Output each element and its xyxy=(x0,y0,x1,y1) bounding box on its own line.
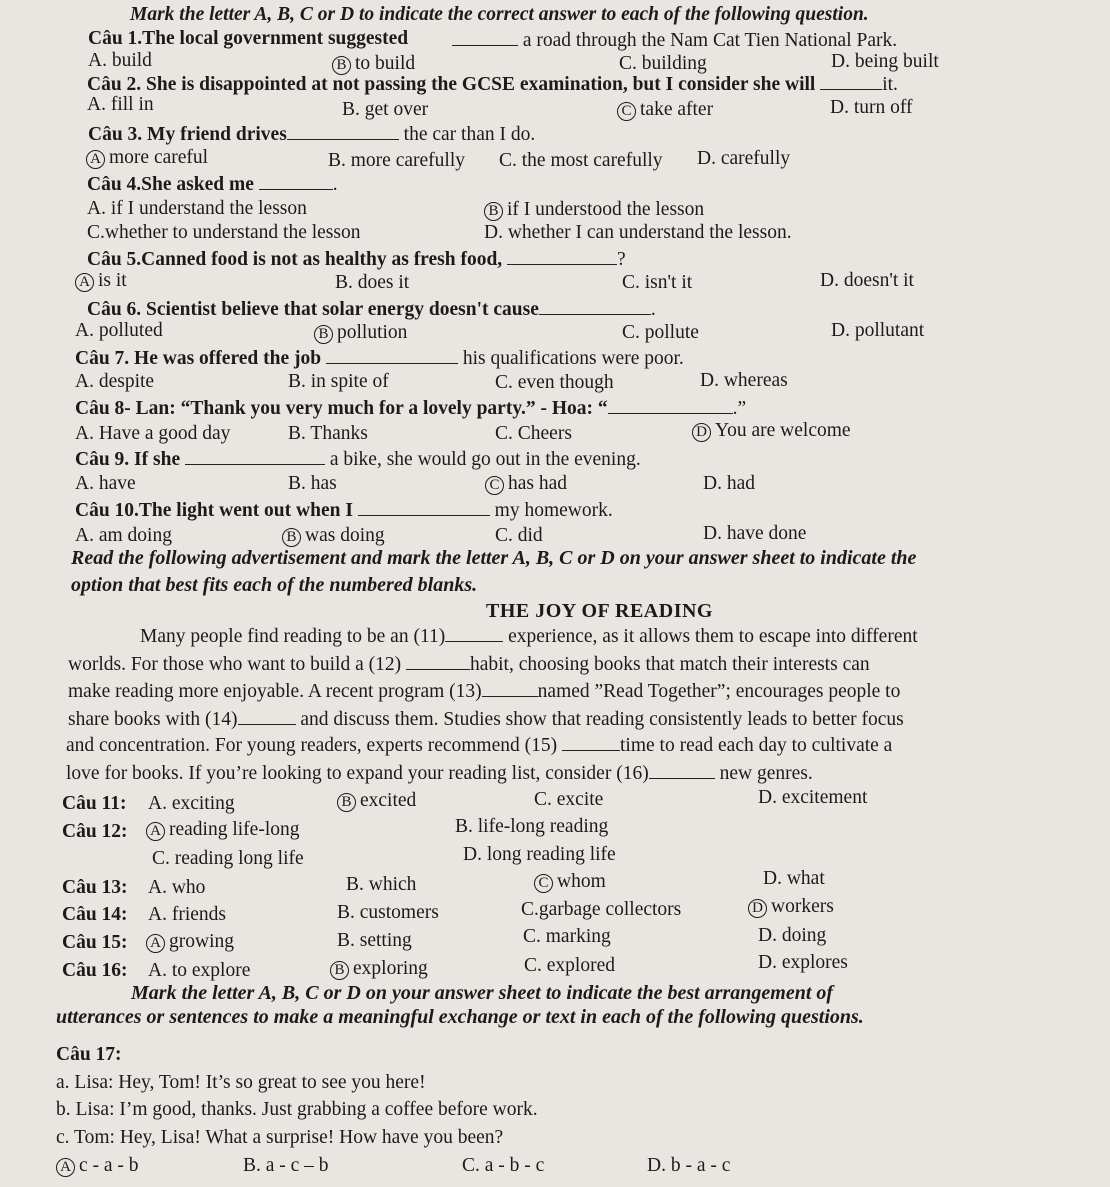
q14-option-b[interactable]: B. customers xyxy=(337,902,439,923)
q2-option-b[interactable]: B. get over xyxy=(342,99,429,120)
q1-option-a[interactable]: A. build xyxy=(88,50,152,71)
q13-option-c[interactable]: C whom xyxy=(534,871,606,893)
q3-option-b[interactable]: B. more carefully xyxy=(328,150,465,171)
q1-option-d[interactable]: D. being built xyxy=(831,51,939,72)
answer-circle: B xyxy=(484,202,503,221)
q15-label: Câu 15: xyxy=(62,932,128,953)
q13-option-b[interactable]: B. which xyxy=(346,874,417,895)
q6-option-c[interactable]: C. pollute xyxy=(622,322,699,343)
answer-circle: B xyxy=(337,793,356,812)
q11-option-c[interactable]: C. excite xyxy=(534,789,604,810)
q15-option-c[interactable]: C. marking xyxy=(523,926,611,947)
q3-option-c[interactable]: C. the most carefully xyxy=(499,150,663,171)
q9-option-d[interactable]: D. had xyxy=(703,473,755,494)
answer-circle: A xyxy=(75,273,94,292)
question-3: Câu 3. My friend drives the car than I do. xyxy=(88,124,536,145)
q16-option-c[interactable]: C. explored xyxy=(524,955,615,976)
answer-circle: C xyxy=(534,874,553,893)
answer-circle: A xyxy=(146,934,165,953)
q2-option-d[interactable]: D. turn off xyxy=(830,97,913,118)
question-10: Câu 10.The light went out when I my homework. xyxy=(75,500,613,521)
q13-option-a[interactable]: A. who xyxy=(148,877,206,898)
q14-label: Câu 14: xyxy=(62,904,128,925)
question-2: Câu 2. She is disappointed at not passing the GCSE examination, but I consider she will it. xyxy=(87,74,898,95)
q4-option-d[interactable]: D. whether I can understand the lesson. xyxy=(484,222,792,243)
q17-label: Câu 17: xyxy=(56,1044,122,1065)
q12-label: Câu 12: xyxy=(62,821,128,842)
q8-option-a[interactable]: A. Have a good day xyxy=(75,423,231,444)
answer-circle: A xyxy=(86,150,105,169)
q17-utterance-c: c. Tom: Hey, Lisa! What a surprise! How have you been? xyxy=(56,1127,504,1148)
passage-title: THE JOY OF READING xyxy=(486,600,713,622)
q16-option-b[interactable]: B exploring xyxy=(330,958,428,980)
q9-option-b[interactable]: B. has xyxy=(288,473,337,494)
question-9: Câu 9. If she a bike, she would go out in the evening. xyxy=(75,449,641,470)
q1-option-c[interactable]: C. building xyxy=(619,53,707,74)
answer-circle: A xyxy=(56,1158,75,1177)
q4-option-a[interactable]: A. if I understand the lesson xyxy=(87,198,307,219)
q7-option-b[interactable]: B. in spite of xyxy=(288,371,389,392)
q13-option-d[interactable]: D. what xyxy=(763,868,825,889)
q2-option-a[interactable]: A. fill in xyxy=(87,94,154,115)
q17-utterance-b: b. Lisa: I’m good, thanks. Just grabbing a coffee before work. xyxy=(56,1099,538,1120)
q15-option-d[interactable]: D. doing xyxy=(758,925,827,946)
instruction-1: Mark the letter A, B, C or D to indicate the correct answer to each of the following question. xyxy=(130,4,869,25)
instruction-2-line-1: Read the following advertisement and mark the letter A, B, C or D on your answer sheet to indicate the xyxy=(71,547,917,569)
q16-label: Câu 16: xyxy=(62,960,128,981)
q17-option-c[interactable]: C. a - b - c xyxy=(462,1155,545,1176)
q17-option-d[interactable]: D. b - a - c xyxy=(647,1155,731,1176)
answer-circle: C xyxy=(485,476,504,495)
question-6: Câu 6. Scientist believe that solar energy doesn't cause . xyxy=(87,299,656,320)
q9-option-a[interactable]: A. have xyxy=(75,473,136,494)
q12-option-d[interactable]: D. long reading life xyxy=(463,844,616,865)
q8-option-d[interactable]: D You are welcome xyxy=(692,420,851,442)
question-7: Câu 7. He was offered the job his qualifications were poor. xyxy=(75,348,684,369)
q1-option-b[interactable]: B to build xyxy=(332,53,415,75)
q3-option-d[interactable]: D. carefully xyxy=(697,148,791,169)
passage-line-1: Many people find reading to be an (11) experience, as it allows them to escape into different xyxy=(140,626,918,647)
answer-circle: C xyxy=(617,102,636,121)
q12-option-a[interactable]: A reading life-long xyxy=(146,819,300,841)
q15-option-b[interactable]: B. setting xyxy=(337,930,412,951)
q14-option-a[interactable]: A. friends xyxy=(148,904,226,925)
question-5: Câu 5.Canned food is not as healthy as fresh food, ? xyxy=(87,249,626,270)
q14-option-d[interactable]: D workers xyxy=(748,896,834,918)
q15-option-a[interactable]: A growing xyxy=(146,931,234,953)
q10-option-d[interactable]: D. have done xyxy=(703,523,807,544)
q17-option-a[interactable]: A c - a - b xyxy=(56,1155,139,1177)
q7-option-d[interactable]: D. whereas xyxy=(700,370,788,391)
q8-option-b[interactable]: B. Thanks xyxy=(288,423,368,444)
passage-line-2: worlds. For those who want to build a (12) habit, choosing books that match their interests can xyxy=(68,654,870,675)
q6-option-b[interactable]: B pollution xyxy=(314,322,407,344)
q5-option-c[interactable]: C. isn't it xyxy=(622,272,693,293)
instruction-3-line-2: utterances or sentences to make a meaningful exchange or text in each of the following questions. xyxy=(56,1006,864,1028)
q2-option-c[interactable]: C take after xyxy=(617,99,713,121)
q11-option-a[interactable]: A. exciting xyxy=(148,793,235,814)
q5-option-a[interactable]: A is it xyxy=(75,270,127,292)
q6-option-a[interactable]: A. polluted xyxy=(75,320,163,341)
q5-option-b[interactable]: B. does it xyxy=(335,272,410,293)
answer-circle: B xyxy=(314,325,333,344)
q17-option-b[interactable]: B. a - c – b xyxy=(243,1155,329,1176)
q6-option-d[interactable]: D. pollutant xyxy=(831,320,925,341)
q16-option-a[interactable]: A. to explore xyxy=(148,960,251,981)
answer-circle: B xyxy=(330,961,349,980)
passage-line-5: and concentration. For young readers, experts recommend (15) time to read each day to cultivate a xyxy=(66,735,893,756)
question-8: Câu 8- Lan: “Thank you very much for a lovely party.” - Hoa: “ .” xyxy=(75,398,747,419)
q12-option-b[interactable]: B. life-long reading xyxy=(455,816,609,837)
instruction-3-line-1: Mark the letter A, B, C or D on your answer sheet to indicate the best arrangement of xyxy=(131,982,834,1004)
answer-circle: D xyxy=(748,899,767,918)
answer-circle: B xyxy=(332,56,351,75)
q11-label: Câu 11: xyxy=(62,793,127,814)
q12-option-c[interactable]: C. reading long life xyxy=(152,848,304,869)
instruction-2-line-2: option that best fits each of the numbered blanks. xyxy=(71,574,478,596)
question-1: Câu 1.The local government suggested xyxy=(88,28,409,49)
q3-option-a[interactable]: A more careful xyxy=(86,147,208,169)
answer-circle: D xyxy=(692,423,711,442)
passage-line-3: make reading more enjoyable. A recent program (13) named ”Read Together”; encourages people to xyxy=(68,681,901,702)
q5-option-d[interactable]: D. doesn't it xyxy=(820,270,914,291)
answer-circle: B xyxy=(282,528,301,547)
q11-option-b[interactable]: B excited xyxy=(337,790,416,812)
q9-option-c[interactable]: C has had xyxy=(485,473,567,495)
q4-option-b[interactable]: B if I understood the lesson xyxy=(484,199,704,221)
question-1-blank: a road through the Nam Cat Tien National Park. xyxy=(452,29,897,52)
q10-option-b[interactable]: B was doing xyxy=(282,525,385,547)
q10-option-a[interactable]: A. am doing xyxy=(75,525,172,546)
q16-option-d[interactable]: D. explores xyxy=(758,952,848,973)
q7-option-a[interactable]: A. despite xyxy=(75,371,155,392)
q4-option-c[interactable]: C.whether to understand the lesson xyxy=(87,222,361,243)
passage-line-6: love for books. If you’re looking to expand your reading list, consider (16) new genres. xyxy=(66,763,813,784)
q10-option-c[interactable]: C. did xyxy=(495,525,543,546)
q11-option-d[interactable]: D. excitement xyxy=(758,787,868,808)
answer-circle: A xyxy=(146,822,165,841)
q17-utterance-a: a. Lisa: Hey, Tom! It’s so great to see you here! xyxy=(56,1072,426,1093)
passage-line-4: share books with (14) and discuss them. Studies show that reading consistently leads to better focus xyxy=(68,709,904,730)
q8-option-c[interactable]: C. Cheers xyxy=(495,423,572,444)
q13-label: Câu 13: xyxy=(62,877,128,898)
question-4: Câu 4.She asked me . xyxy=(87,174,338,195)
q14-option-c[interactable]: C.garbage collectors xyxy=(521,899,682,920)
q7-option-c[interactable]: C. even though xyxy=(495,372,614,393)
